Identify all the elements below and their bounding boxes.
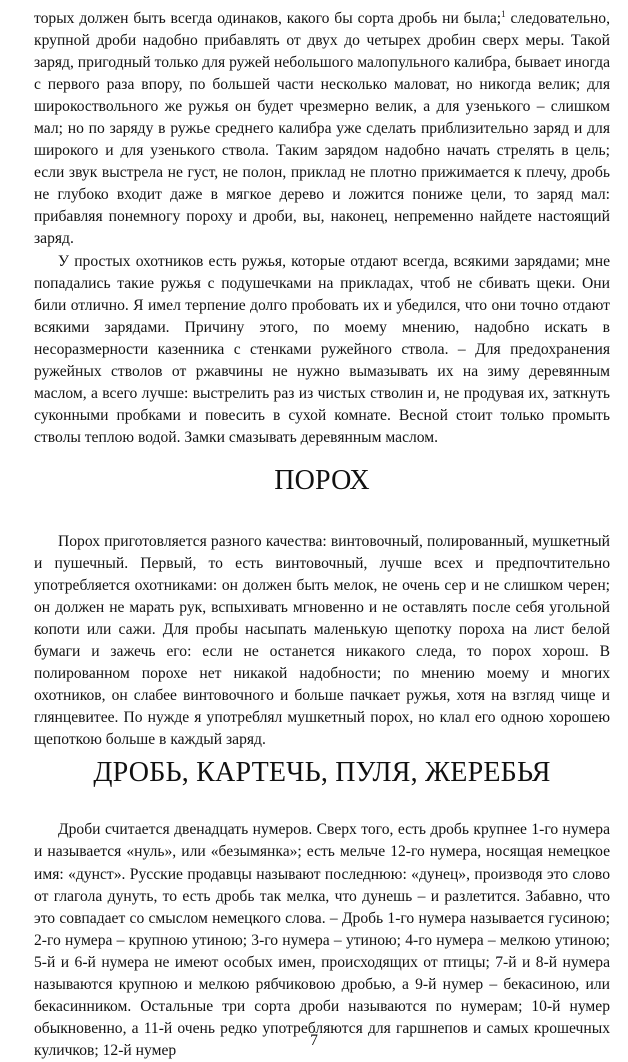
- paragraph: Дроби считается двенадцать нумеров. Сверх того, есть дробь крупнее 1-го нумера и называется «нуль», или «безымянка»; есть мельче 12-го нумера, носящая немецкое имя: «дунст». Русские продавцы называют последнюю: «дунец», производя это слово от глагола дунуть, то есть дробь так мелка, что дунешь – и разлетится. Забавно, что это совпадает со смыслом немецкого слова. – Дробь 1-го нумера называется гусиною; 2-го нумера – крупною утиною; 3-го нумера – утиною; 4-го нумера – мелкою утиною; 5-й и 6-й нумера не имеют особых имен, происходящих от птицы; 7-й и 8-й нумера называются крупною и мелкою рябчиковою дробью, а 9-й нумер – бекасиною, или бекасинником. Остальные три сорта дроби называются по нумерам; 10-й нумер обыкновенно, а 11-й очень редко употребляются для гаршнепов и самых крошечных куличков; 12-й нумер: [34, 821, 610, 1059]
- heading-spacer: [34, 793, 610, 819]
- footnote-reference: 1: [501, 9, 506, 19]
- section-heading-drob: ДРОБЬ, КАРТЕЧЬ, ПУЛЯ, ЖЕРЕБЬЯ: [93, 757, 551, 789]
- section-heading-porokh: ПОРОХ: [274, 464, 370, 496]
- page-number: 7: [310, 1032, 318, 1049]
- paragraph-text: следовательно, крупной дроби надобно прибавлять от двух до четырех дробин сверх меры. Такой заряд, пригодный только для ружей небольшого малопульного калибра, бывает иногда с первого раза впору, по большей части несколько маловат, но никогда велик; для широкоствольного же ружья он будет чрезмерно велик, а для узенького – слишком мал; но по заряду в ружье среднего калибра уже сделать приблизительно заряд и для широкого и для узенького ствола. Таким зарядом надобно начать стрелять в цель; если звук выстрела не густ, не полон, приклад не плотно прижимается к плечу, дробь не глубоко входит даже в мягкое дерево и ложится пониже цели, то заряд мал: прибавляя понемногу пороху и дроби, вы, наконец, непременно найдете настоящий заряд.: [34, 10, 610, 248]
- heading-spacer: [34, 501, 610, 531]
- paragraph-continued: [34, 8, 610, 251]
- paragraph: Порох приготовляется разного качества: винтовочный, полированный, мушкетный и пушечный. Первый, то есть винтовочный, лучше всех и предпочтительно употребляется охотниками: он должен быть мелок, не очень сер и не слишком черен; он должен не марать рук, вспыхивать мгновенно и не оставлять после себя угольной копоти или сажи. Для пробы насыпать маленькую щепотку пороха на лист белой бумаги и зажечь его: если не останется никакого следа, то порох хорош. В полированном порохе нет никакой надобности; по мнению моему и многих охотников, он слабее винтовочного и больше пачкает ружья, хотя на взгляд чище и глянцевитее. По нужде я употреблял мушкетный порох, но клал его одною хорошею щепоткою больше в каждый заряд.: [34, 532, 610, 749]
- paragraph: У простых охотников есть ружья, которые отдают всегда, всякими зарядами; мне попадались такие ружья с подушечками на прикладах, чтоб не сбивать щеки. Они били отлично. Я имел терпение долго пробовать их и убедился, что они точно отдают всякими зарядами. Причину этого, по моему мнению, надобно искать в несоразмерности казенника с стенками ружейного ствола. – Для предохранения ружейных стволов от ржавчины не нужно вымазывать их на зиму деревянным маслом, а всего лучше: выстрелить раз из чистых стволин и, не продувая их, заткнуть суконными пробками и повесить в сухой комнате. Весной стоит только промыть стволы теплою водой. Замки смазывать деревянным маслом.: [34, 252, 610, 446]
- paragraph-text: торых должен быть всегда одинаков, какого бы сорта дробь ни была;: [34, 10, 502, 27]
- page-body: [34, 8, 610, 1062]
